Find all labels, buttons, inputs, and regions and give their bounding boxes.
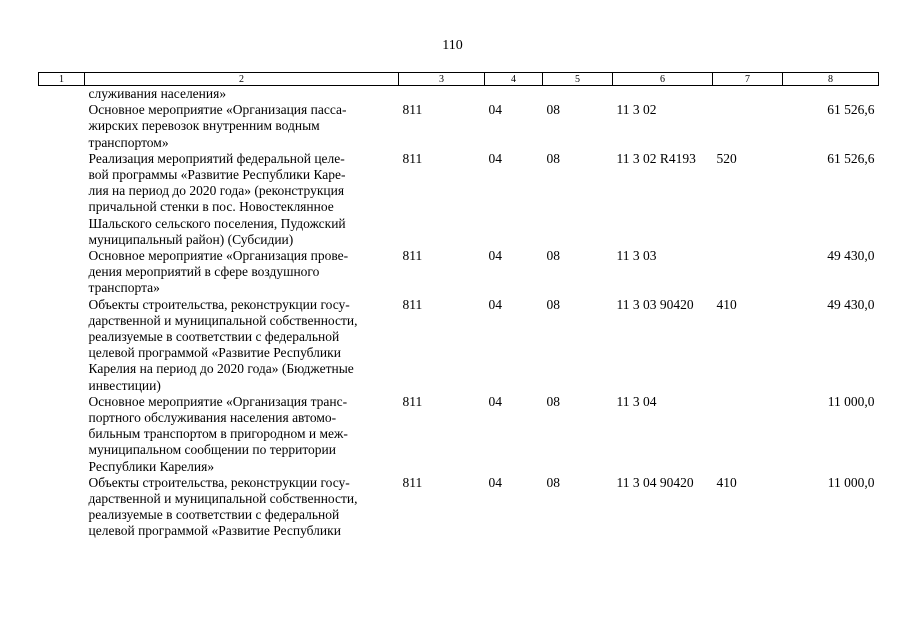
- cell-expense-type: [713, 248, 783, 297]
- header-row: [39, 73, 879, 86]
- cell-name-line: Объекты строительства, реконструкции госу-: [88, 474, 350, 490]
- table-row: [39, 102, 879, 151]
- cell-expense-type: 520: [716, 150, 737, 166]
- cell-number: [39, 102, 85, 151]
- cell-subsection: 08: [546, 150, 560, 166]
- cell-target-article: 11 3 03 90420: [616, 296, 694, 312]
- cell-name-line: муниципальном сообщении по территории: [88, 442, 336, 458]
- cell-name: [85, 151, 399, 248]
- cell-name-line: Объекты строительства, реконструкции госу-: [88, 296, 350, 312]
- cell-section: 04: [488, 248, 502, 264]
- cell-name-line: вой программы «Развитие Республики Каре-: [88, 167, 346, 183]
- table-row: [39, 297, 879, 394]
- cell-name: [85, 86, 399, 103]
- cell-target-article: 11 3 02 R4193: [616, 150, 696, 166]
- cell-name-line: муниципальный район) (Субсидии): [88, 231, 294, 247]
- header-col-4: 4: [485, 73, 543, 86]
- cell-target-article: 11 3 03: [616, 248, 657, 264]
- cell-subsection: 08: [546, 296, 560, 312]
- cell-name-line: целевой программой «Развитие Республики: [88, 523, 341, 539]
- cell-expense-type: [713, 86, 783, 103]
- cell-amount: 61 526,6: [827, 102, 875, 118]
- header-col-7: 7: [713, 73, 783, 86]
- cell-admin-code: 811: [402, 474, 423, 490]
- cell-number: [39, 86, 85, 103]
- cell-subsection: 08: [546, 474, 560, 490]
- cell-name-line: инвестиции): [88, 377, 161, 393]
- cell-number: [39, 297, 85, 394]
- cell-name-line: Основное мероприятие «Организация прове-: [88, 248, 349, 264]
- cell-name-line: транспорта»: [88, 280, 160, 296]
- cell-name-line: Реализация мероприятий федеральной целе-: [88, 150, 345, 166]
- cell-name-line: реализуемые в соответствии с федеральной: [88, 507, 340, 523]
- cell-admin-code: 811: [402, 102, 423, 118]
- cell-name-line: служивания населения»: [88, 86, 227, 101]
- cell-name-line: бильным транспортом в пригородном и меж-: [88, 426, 348, 442]
- cell-name-line: жирских перевозок внутренним водным: [88, 118, 320, 134]
- cell-target-article: 11 3 02: [616, 102, 657, 118]
- cell-amount: 61 526,6: [827, 150, 875, 166]
- cell-section: 04: [488, 296, 502, 312]
- table-row: [39, 475, 879, 540]
- cell-subsection: [543, 86, 613, 103]
- cell-name-line: дения мероприятий в сфере воздушного: [88, 264, 320, 280]
- cell-section: 04: [488, 150, 502, 166]
- cell-name-line: причальной стенки в пос. Новостеклянное: [88, 199, 334, 215]
- cell-number: [39, 394, 85, 475]
- cell-name-line: транспортом»: [88, 134, 169, 150]
- cell-admin-code: 811: [402, 150, 423, 166]
- cell-target-article: 11 3 04 90420: [616, 474, 694, 490]
- cell-admin-code: 811: [402, 393, 423, 409]
- cell-name-line: Карелия на период до 2020 года» (Бюджетные: [88, 361, 354, 377]
- cell-subsection: 08: [546, 393, 560, 409]
- cell-name-line: Шальского сельского поселения, Пудожский: [88, 215, 346, 231]
- cell-section: [485, 86, 543, 103]
- header-col-1: 1: [39, 73, 85, 86]
- cell-name-line: лия на период до 2020 года» (реконструкция: [88, 183, 345, 199]
- cell-name-line: реализуемые в соответствии с федеральной: [88, 329, 340, 345]
- table-row: [39, 248, 879, 297]
- page-number: 110: [442, 38, 463, 53]
- cell-amount: 11 000,0: [827, 474, 875, 490]
- cell-name: [85, 297, 399, 394]
- cell-number: [39, 151, 85, 248]
- cell-expense-type: 410: [716, 474, 737, 490]
- cell-admin-code: 811: [402, 296, 423, 312]
- cell-expense-type: [713, 394, 783, 475]
- cell-name-line: целевой программой «Развитие Республики: [88, 345, 341, 361]
- header-col-5: 5: [543, 73, 613, 86]
- cell-number: [39, 248, 85, 297]
- cell-amount: 49 430,0: [827, 248, 875, 264]
- cell-number: [39, 475, 85, 540]
- table-row: [39, 86, 879, 103]
- cell-name: [85, 475, 399, 540]
- cell-name-line: портного обслуживания населения автомо-: [88, 410, 337, 426]
- cell-subsection: 08: [546, 102, 560, 118]
- cell-target-article: [613, 86, 713, 103]
- cell-name-line: дарственной и муниципальной собственности,: [88, 491, 358, 507]
- table-header: [39, 73, 879, 86]
- cell-name: [85, 248, 399, 297]
- header-col-2: 2: [85, 73, 399, 86]
- cell-name: [85, 102, 399, 151]
- cell-name-line: дарственной и муниципальной собственности,: [88, 312, 358, 328]
- budget-table: [38, 72, 879, 540]
- cell-section: 04: [488, 474, 502, 490]
- table-body: [39, 86, 879, 540]
- cell-name-line: Основное мероприятие «Организация транс-: [88, 393, 348, 409]
- cell-subsection: 08: [546, 248, 560, 264]
- cell-expense-type: 410: [716, 296, 737, 312]
- cell-name-line: Основное мероприятие «Организация пасса-: [88, 102, 347, 118]
- cell-target-article: 11 3 04: [616, 393, 657, 409]
- cell-section: 04: [488, 393, 502, 409]
- table-row: [39, 151, 879, 248]
- cell-amount: [783, 86, 879, 103]
- cell-section: 04: [488, 102, 502, 118]
- cell-admin-code: [399, 86, 485, 103]
- cell-name-line: Республики Карелия»: [88, 458, 215, 474]
- header-col-3: 3: [399, 73, 485, 86]
- cell-amount: 49 430,0: [827, 296, 875, 312]
- cell-admin-code: 811: [402, 248, 423, 264]
- cell-expense-type: [713, 102, 783, 151]
- header-col-6: 6: [613, 73, 713, 86]
- cell-name: [85, 394, 399, 475]
- table-row: [39, 394, 879, 475]
- cell-amount: 11 000,0: [827, 393, 875, 409]
- header-col-8: 8: [783, 73, 879, 86]
